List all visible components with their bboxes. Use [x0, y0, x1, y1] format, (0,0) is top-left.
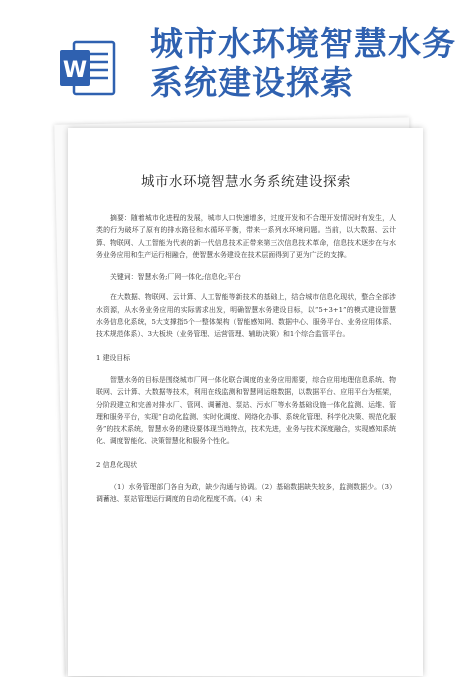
document-title: 城市水环境智慧水务系统建设探索	[141, 174, 351, 190]
logo-letter: W	[62, 58, 88, 83]
document-page	[68, 128, 423, 676]
intro-paragraph: 在大数据、物联网、云计算、人工智能等新技术的基础上，结合城市信息化现状，整合全部涉水资源，从水务业务应用的实际需求出发，明确智慧水务建设目标，以“5+3+1”的模式建设智慧水务信息化系统，5大支撑指5个一整体架构（智能感知网、数据中心、服务平台、业务应用体系、技术规范体系）、3大板块（业务管理、运营管理、辅助决策）和1个综合监管平台。	[96, 293, 396, 339]
word-document-icon	[56, 36, 120, 100]
document-content	[96, 170, 396, 506]
keywords-line: 关键词：智慧水务;厂网一体化;信息化;平台	[110, 273, 241, 282]
section-heading-1: 1 建设目标	[96, 353, 131, 362]
section-2-paragraph: （1）水务管理部门各自为政，缺少沟通与协调。（2）基础数据缺失较多，监测数据少。（3）调蓄池、泵站管理运行调度的自动化程度不高。（4）未	[96, 483, 396, 504]
section-heading-2: 2 信息化现状	[96, 460, 138, 469]
banner	[0, 0, 474, 118]
banner-title: 城市水环境智慧水务系统建设探索	[150, 24, 456, 102]
section-1-paragraph: 智慧水务的目标是围绕城市厂网一体化联合调度的业务应用需要，综合应用地理信息系统、物联网、云计算、大数据等技术，利用在线监测和智慧网运维数据，以数据平台、应用平台为框架，分阶段建立和完善对排水厂、管网、调蓄池、泵站、污水厂等水务基础设施一体化监测、运维、管理和服务平台，实现“自动化监测、实时化调度、网络化办事、系统化管理、科学化决策、规范化服务”的技术系统，智慧水务的建设要体现当地特点，技术先进，业务与技术深度融合，实现感知系统化、调度智能化、决策智慧化和服务个性化。	[96, 375, 396, 446]
abstract-paragraph: 摘要：随着城市化进程的发展，城市人口快速增多，过度开发和不合理开发情况时有发生，人类的行为破坏了原有的排水路径和水循环平衡，带来一系列水环境问题。当前，以大数据、云计算、物联网、人工智能为代表的新一代信息技术正带来第三次信息技术革命，信息技术逐步在与水务业务应用和生产运行相融合，使智慧水务建设在技术层面得到了更为广泛的支撑。	[96, 214, 396, 259]
